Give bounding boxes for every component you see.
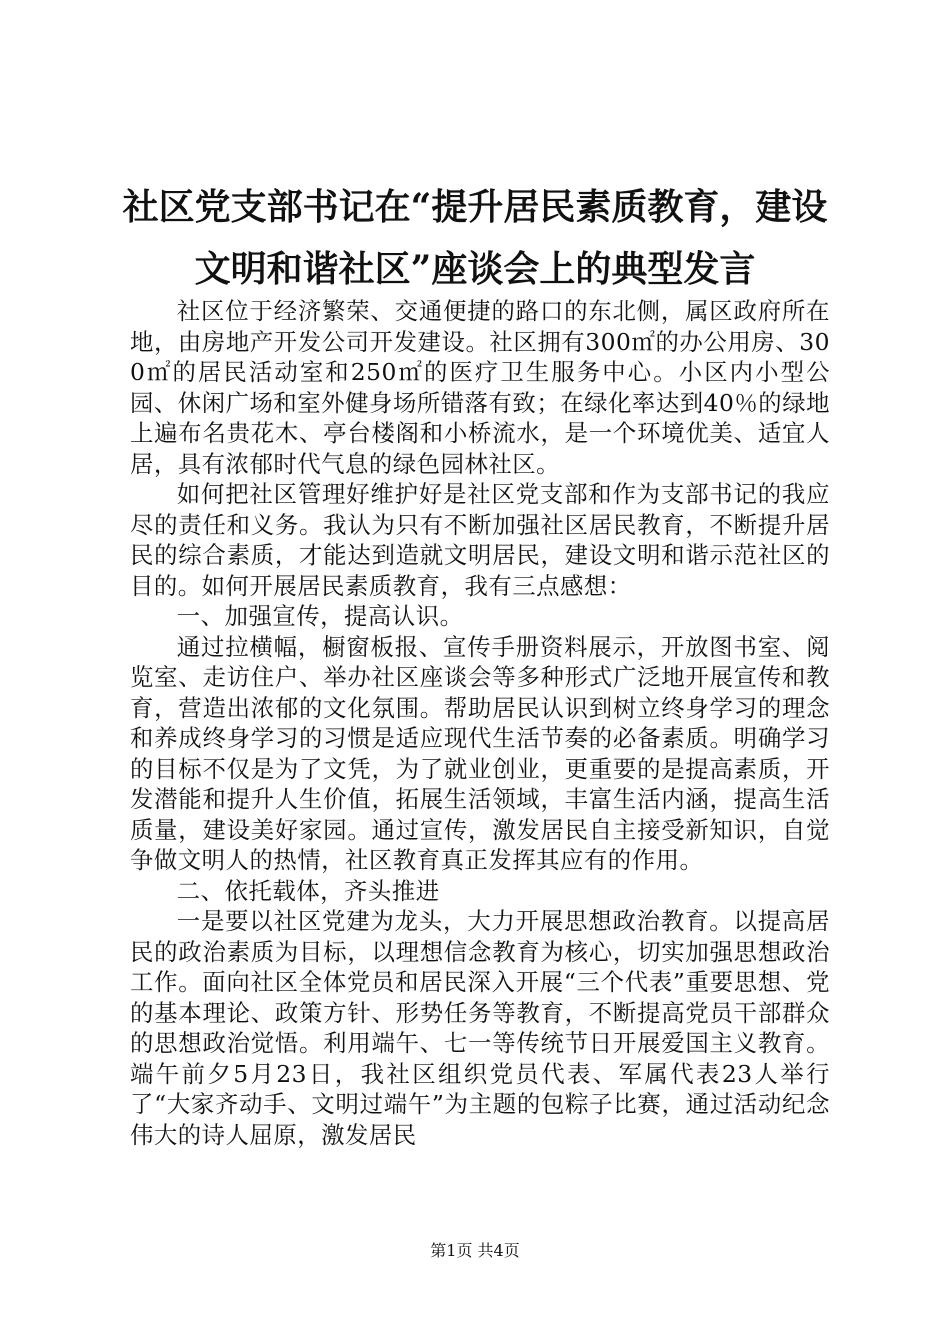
paragraph-publicity: 通过拉横幅，橱窗板报、宣传手册资料展示，开放图书室、阅览室、走访住户、举办社区座谈会等多种形式广泛地开展宣传和教育，营造出浓郁的文化氛围。帮助居民认识到树立终身学习的理念和养成终身学习的习惯是适应现代生活节奏的必备素质。明确学习的目标不仅是为了文凭，为了就业创业，更重要的是提高素质，开发潜能和提升人生价值，拓展生活领域，丰富生活内涵，提高生活质量，建设美好家园。通过宣传，激发居民自主接受新知识，自觉争做文明人的热情，社区教育真正发挥其应有的作用。 (130, 632, 830, 874)
document-title (110, 176, 840, 300)
paragraph-intro: 社区位于经济繁荣、交通便捷的路口的东北侧，属区政府所在地，由房地产开发公司开发建设。社区拥有300㎡的办公用房、300㎡的居民活动室和250㎡的医疗卫生服务中心。小区内小型公园、休闲广场和室外健身场所错落有致；在绿化率达到40％的绿地上遍布名贵花木、亭台楼阁和小桥流水，是一个环境优美、适宜人居，具有浓郁时代气息的绿色园林社区。 (130, 297, 830, 478)
document-body (130, 296, 830, 1150)
section-heading-1: 一、加强宣传，提高认识。 (176, 602, 464, 630)
section-heading-2: 二、依托载体，齐头推进 (176, 876, 440, 905)
title-line-2: 文明和谐社区”座谈会上的典型发言 (194, 248, 756, 290)
title-line-1: 社区党支部书记在“提升居民素质教育，建设 (122, 186, 828, 228)
paragraph-party-building: 一是要以社区党建为龙头，大力开展思想政治教育。以提高居民的政治素质为目标，以理想信念教育为核心，切实加强思想政治工作。面向社区全体党员和居民深入开展“三个代表”重要思想、党的基本理论、政策方针、形势任务等教育，不断提高党员干部群众的思想政治觉悟。利用端午、七一等传统节日开展爱国主义教育。端午前夕5月23日，我社区组织党员代表、军属代表23人举行了“大家齐动手、文明过端午”为主题的包粽子比赛，通过活动纪念伟大的诗人屈原，激发居民 (130, 907, 830, 1149)
page-footer: 第1页 共4页 (430, 1241, 520, 1260)
paragraph-responsibility: 如何把社区管理好维护好是社区党支部和作为支部书记的我应尽的责任和义务。我认为只有不断加强社区居民教育，不断提升居民的综合素质，才能达到造就文明居民，建设文明和谐示范社区的目的。如何开展居民素质教育，我有三点感想： (130, 480, 830, 600)
